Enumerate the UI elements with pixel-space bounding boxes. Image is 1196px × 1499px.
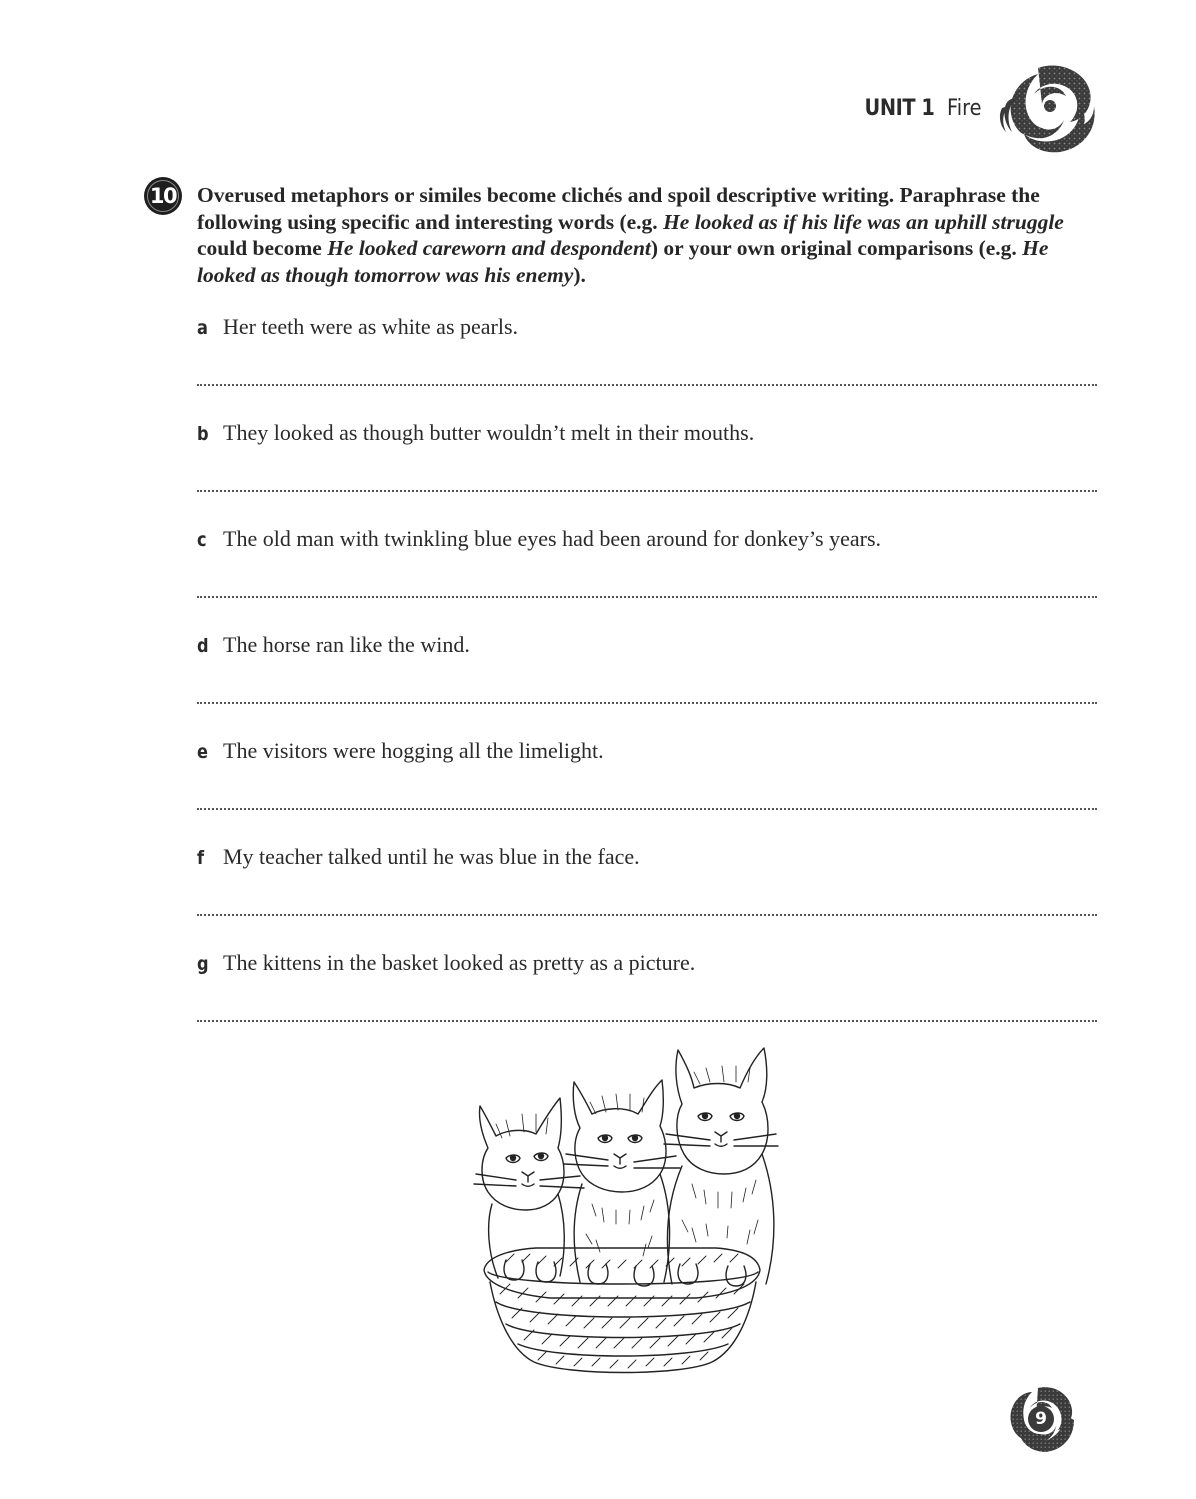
- swirl-icon: [998, 62, 1098, 154]
- item-letter: d: [197, 635, 209, 657]
- item-sentence: My teacher talked until he was blue in the face.: [223, 844, 640, 869]
- instruction-text: ).: [573, 262, 586, 287]
- item-sentence: The horse ran like the wind.: [223, 632, 470, 657]
- exercise-item-b: [197, 420, 1097, 446]
- item-sentence: The visitors were hogging all the limelight.: [223, 738, 604, 763]
- exercise-item-e: [197, 738, 1097, 764]
- question-instructions: [197, 182, 1097, 288]
- item-letter: a: [197, 317, 208, 339]
- item-sentence: Her teeth were as white as pearls.: [223, 314, 519, 339]
- instruction-text: could become: [197, 236, 328, 260]
- item-letter: c: [197, 529, 207, 551]
- instruction-example-text: He looked as though tomorrow was his enemy: [197, 236, 1049, 287]
- instruction-text: Overused metaphors or similes become clichés and spoil descriptive writing. Paraphrase the following using specific and interesting words (e.g.: [197, 183, 1040, 234]
- answer-line[interactable]: [197, 1020, 1097, 1022]
- item-letter: f: [197, 847, 205, 869]
- item-letter: e: [197, 741, 208, 763]
- answer-line[interactable]: [197, 384, 1097, 386]
- item-letter: g: [197, 953, 209, 975]
- answer-line[interactable]: [197, 914, 1097, 916]
- item-sentence: They looked as though butter wouldn’t melt in their mouths.: [223, 420, 755, 445]
- page-number: 9: [1035, 1409, 1047, 1429]
- item-letter: b: [197, 423, 209, 445]
- page-header: [855, 62, 1098, 154]
- unit-label: UNIT 1: [864, 95, 935, 121]
- answer-line[interactable]: [197, 490, 1097, 492]
- item-sentence: The old man with twinkling blue eyes had been around for donkey’s years.: [223, 526, 882, 551]
- question-number-badge: 10: [144, 177, 182, 215]
- instruction-example-text: He looked careworn and despondent: [327, 236, 651, 260]
- page-number-badge: [1008, 1386, 1074, 1452]
- answer-line[interactable]: [197, 596, 1097, 598]
- exercise-item-f: [197, 844, 1097, 870]
- answer-line[interactable]: [197, 808, 1097, 810]
- exercise-item-a: [197, 314, 1097, 340]
- exercise-item-c: [197, 526, 1097, 552]
- item-sentence: The kittens in the basket looked as pretty as a picture.: [223, 950, 696, 975]
- answer-line[interactable]: [197, 702, 1097, 704]
- instruction-text: ) or your own original comparisons (e.g.: [650, 236, 1023, 260]
- exercise-item-d: [197, 632, 1097, 658]
- instruction-example-text: He looked as if his life was an uphill struggle: [663, 209, 1064, 234]
- exercise-item-g: [197, 950, 1097, 976]
- kittens-in-basket-illustration: [466, 1044, 782, 1378]
- unit-name: Fire: [946, 95, 982, 121]
